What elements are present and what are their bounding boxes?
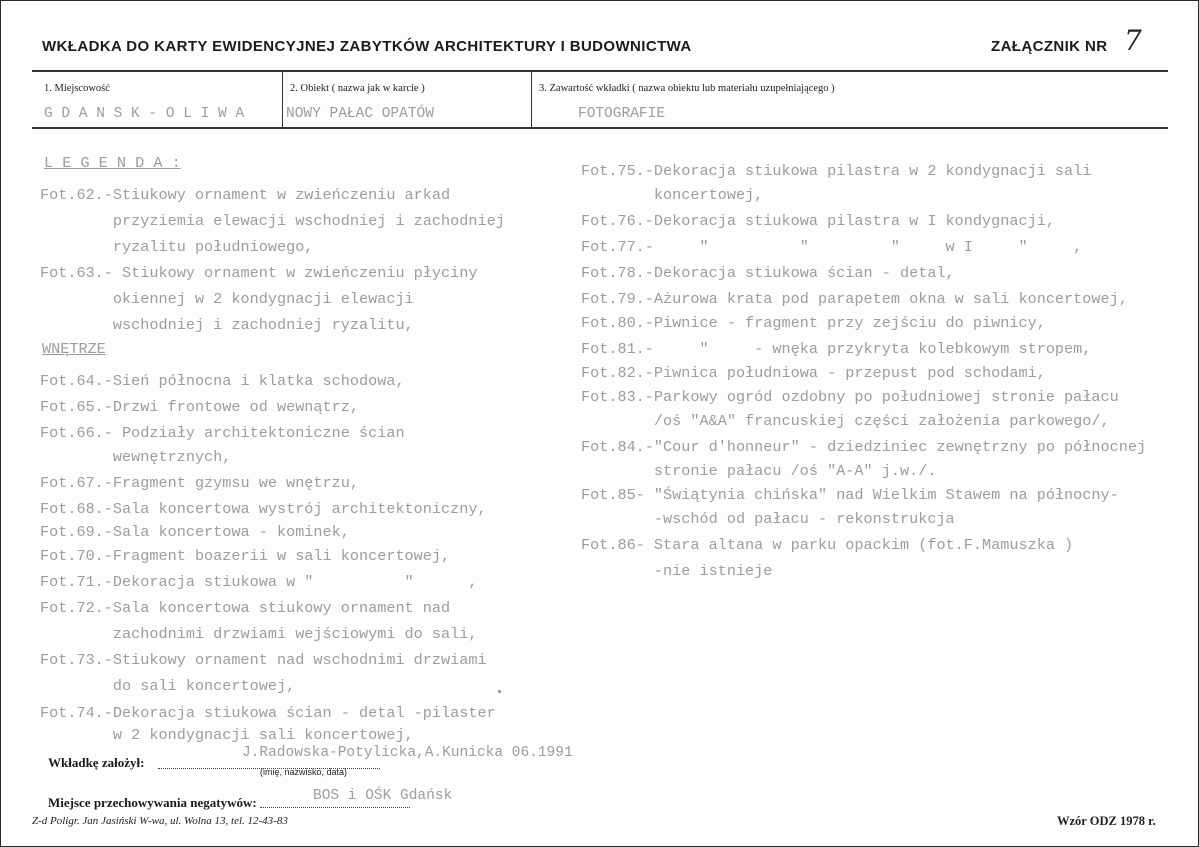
legend-line: przyziemia elewacji wschodniej i zachodniej — [40, 212, 505, 230]
legend-line: Fot.67.-Fragment gzymsu we wnętrzu, — [40, 474, 359, 492]
legend-line: okiennej w 2 kondygnacji elewacji — [40, 290, 414, 308]
legend-line: Fot.72.-Sala koncertowa stiukowy ornament nad — [40, 599, 451, 617]
interior-heading: WNĘTRZE — [42, 340, 106, 358]
legend-line: Fot.66.- Podziały architektoniczne ścian — [40, 424, 405, 442]
legend-line: koncertowej, — [581, 186, 764, 204]
legend-line: w 2 kondygnacji sali koncertowej, — [40, 726, 414, 744]
content-label: 3. Zawartość wkładki ( nazwa obiektu lub materiału uzupełniającego ) — [539, 83, 835, 94]
legend-line: Fot.81.- " - wnęka przykryta kolebkowym stropem, — [581, 340, 1092, 358]
legend-line: Fot.75.-Dekoracja stiukowa pilastra w 2 kondygnacji sali — [581, 162, 1092, 180]
legend-line: Fot.71.-Dekoracja stiukowa w " " , — [40, 573, 478, 591]
form-model: Wzór ODZ 1978 r. — [1057, 814, 1156, 828]
prepared-value: J.Radowska-Potylicka,A.Kunicka 06.1991 — [242, 745, 573, 761]
prepared-label: Wkładkę założył: — [48, 755, 145, 770]
form-title: WKŁADKA DO KARTY EWIDENCYJNEJ ZABYTKÓW ARCHITEKTURY I BUDOWNICTWA — [42, 38, 692, 55]
legend-line: Fot.82.-Piwnica południowa - przepust pod schodami, — [581, 364, 1046, 382]
legend-line: Fot.63.- Stiukowy ornament w zwieńczeniu płyciny — [40, 264, 478, 282]
storage-label: Miejsce przechowywania negatywów: — [48, 795, 257, 810]
legend-line: Fot.77.- " " " w I " , — [581, 238, 1083, 256]
object-label: 2. Obiekt ( nazwa jak w karcie ) — [290, 83, 425, 94]
legend-line: Fot.80.-Piwnice - fragment przy zejściu do piwnicy, — [581, 314, 1046, 332]
object-value: NOWY PAŁAC OPATÓW — [286, 106, 434, 122]
legend-line: Fot.83.-Parkowy ogród ozdobny po południowej stronie pałacu — [581, 388, 1119, 406]
storage-value: BOS i OŚK Gdańsk — [313, 788, 453, 804]
legend-line: zachodnimi drzwiami wejściowymi do sali, — [40, 625, 478, 643]
legend-line: Fot.64.-Sień północna i klatka schodowa, — [40, 372, 405, 390]
legend-line: wewnętrznych, — [40, 448, 232, 466]
place-label: 1. Miejscowość — [44, 83, 110, 94]
storage-dotted-line — [260, 807, 410, 808]
legend-heading: L E G E N D A : — [44, 154, 181, 172]
legend-line: Fot.79.-Ażurowa krata pod parapetem okna w sali koncertowej, — [581, 290, 1128, 308]
legend-line: do sali koncertowej, — [40, 677, 296, 695]
legend-line: -wschód od pałacu - rekonstrukcja — [581, 510, 955, 528]
legend-line: ryzalitu południowego, — [40, 238, 314, 256]
legend-line: Fot.73.-Stiukowy ornament nad wschodnimi drzwiami — [40, 651, 487, 669]
legend-line: Fot.65.-Drzwi frontowe od wewnątrz, — [40, 398, 359, 416]
column-divider-2 — [531, 72, 532, 128]
attachment-label: ZAŁĄCZNIK NR — [991, 38, 1108, 55]
stray-mark — [498, 690, 501, 693]
legend-line: Fot.78.-Dekoracja stiukowa ścian - detal, — [581, 264, 955, 282]
legend-line: Fot.86- Stara altana w parku opackim (fot.F.Mamuszka ) — [581, 536, 1074, 554]
column-divider-1 — [282, 72, 283, 128]
legend-line: Fot.62.-Stiukowy ornament w zwieńczeniu arkad — [40, 186, 451, 204]
legend-line: Fot.74.-Dekoracja stiukowa ścian - detal -pilaster — [40, 704, 496, 722]
printer-info: Z-d Poligr. Jan Jasiński W-wa, ul. Wolna 13, tel. 12-43-83 — [32, 815, 288, 827]
place-value: G D A N S K - O L I W A — [44, 106, 245, 122]
header-rule-top — [32, 70, 1168, 72]
legend-line: wschodniej i zachodniej ryzalitu, — [40, 316, 414, 334]
legend-line: Fot.76.-Dekoracja stiukowa pilastra w I kondygnacji, — [581, 212, 1055, 230]
legend-line: -nie istnieje — [581, 562, 773, 580]
legend-line: /oś "A&A" francuskiej części założenia parkowego/, — [581, 412, 1110, 430]
header-rule-bottom — [32, 127, 1168, 129]
legend-line: Fot.70.-Fragment boazerii w sali koncertowej, — [40, 547, 451, 565]
prepared-caption: (imię, nazwisko, data) — [260, 767, 348, 777]
attachment-number: 7 — [1124, 24, 1142, 57]
legend-line: Fot.69.-Sala koncertowa - kominek, — [40, 523, 350, 541]
content-value: FOTOGRAFIE — [578, 106, 666, 122]
legend-line: stronie pałacu /oś "A-A" j.w./. — [581, 462, 937, 480]
legend-line: Fot.68.-Sala koncertowa wystrój architektoniczny, — [40, 500, 487, 518]
legend-line: Fot.84.-"Cour d'honneur" - dziedziniec zewnętrzny po północnej — [581, 438, 1147, 456]
legend-line: Fot.85- "Świątynia chińska" nad Wielkim Stawem na północny- — [581, 486, 1119, 504]
